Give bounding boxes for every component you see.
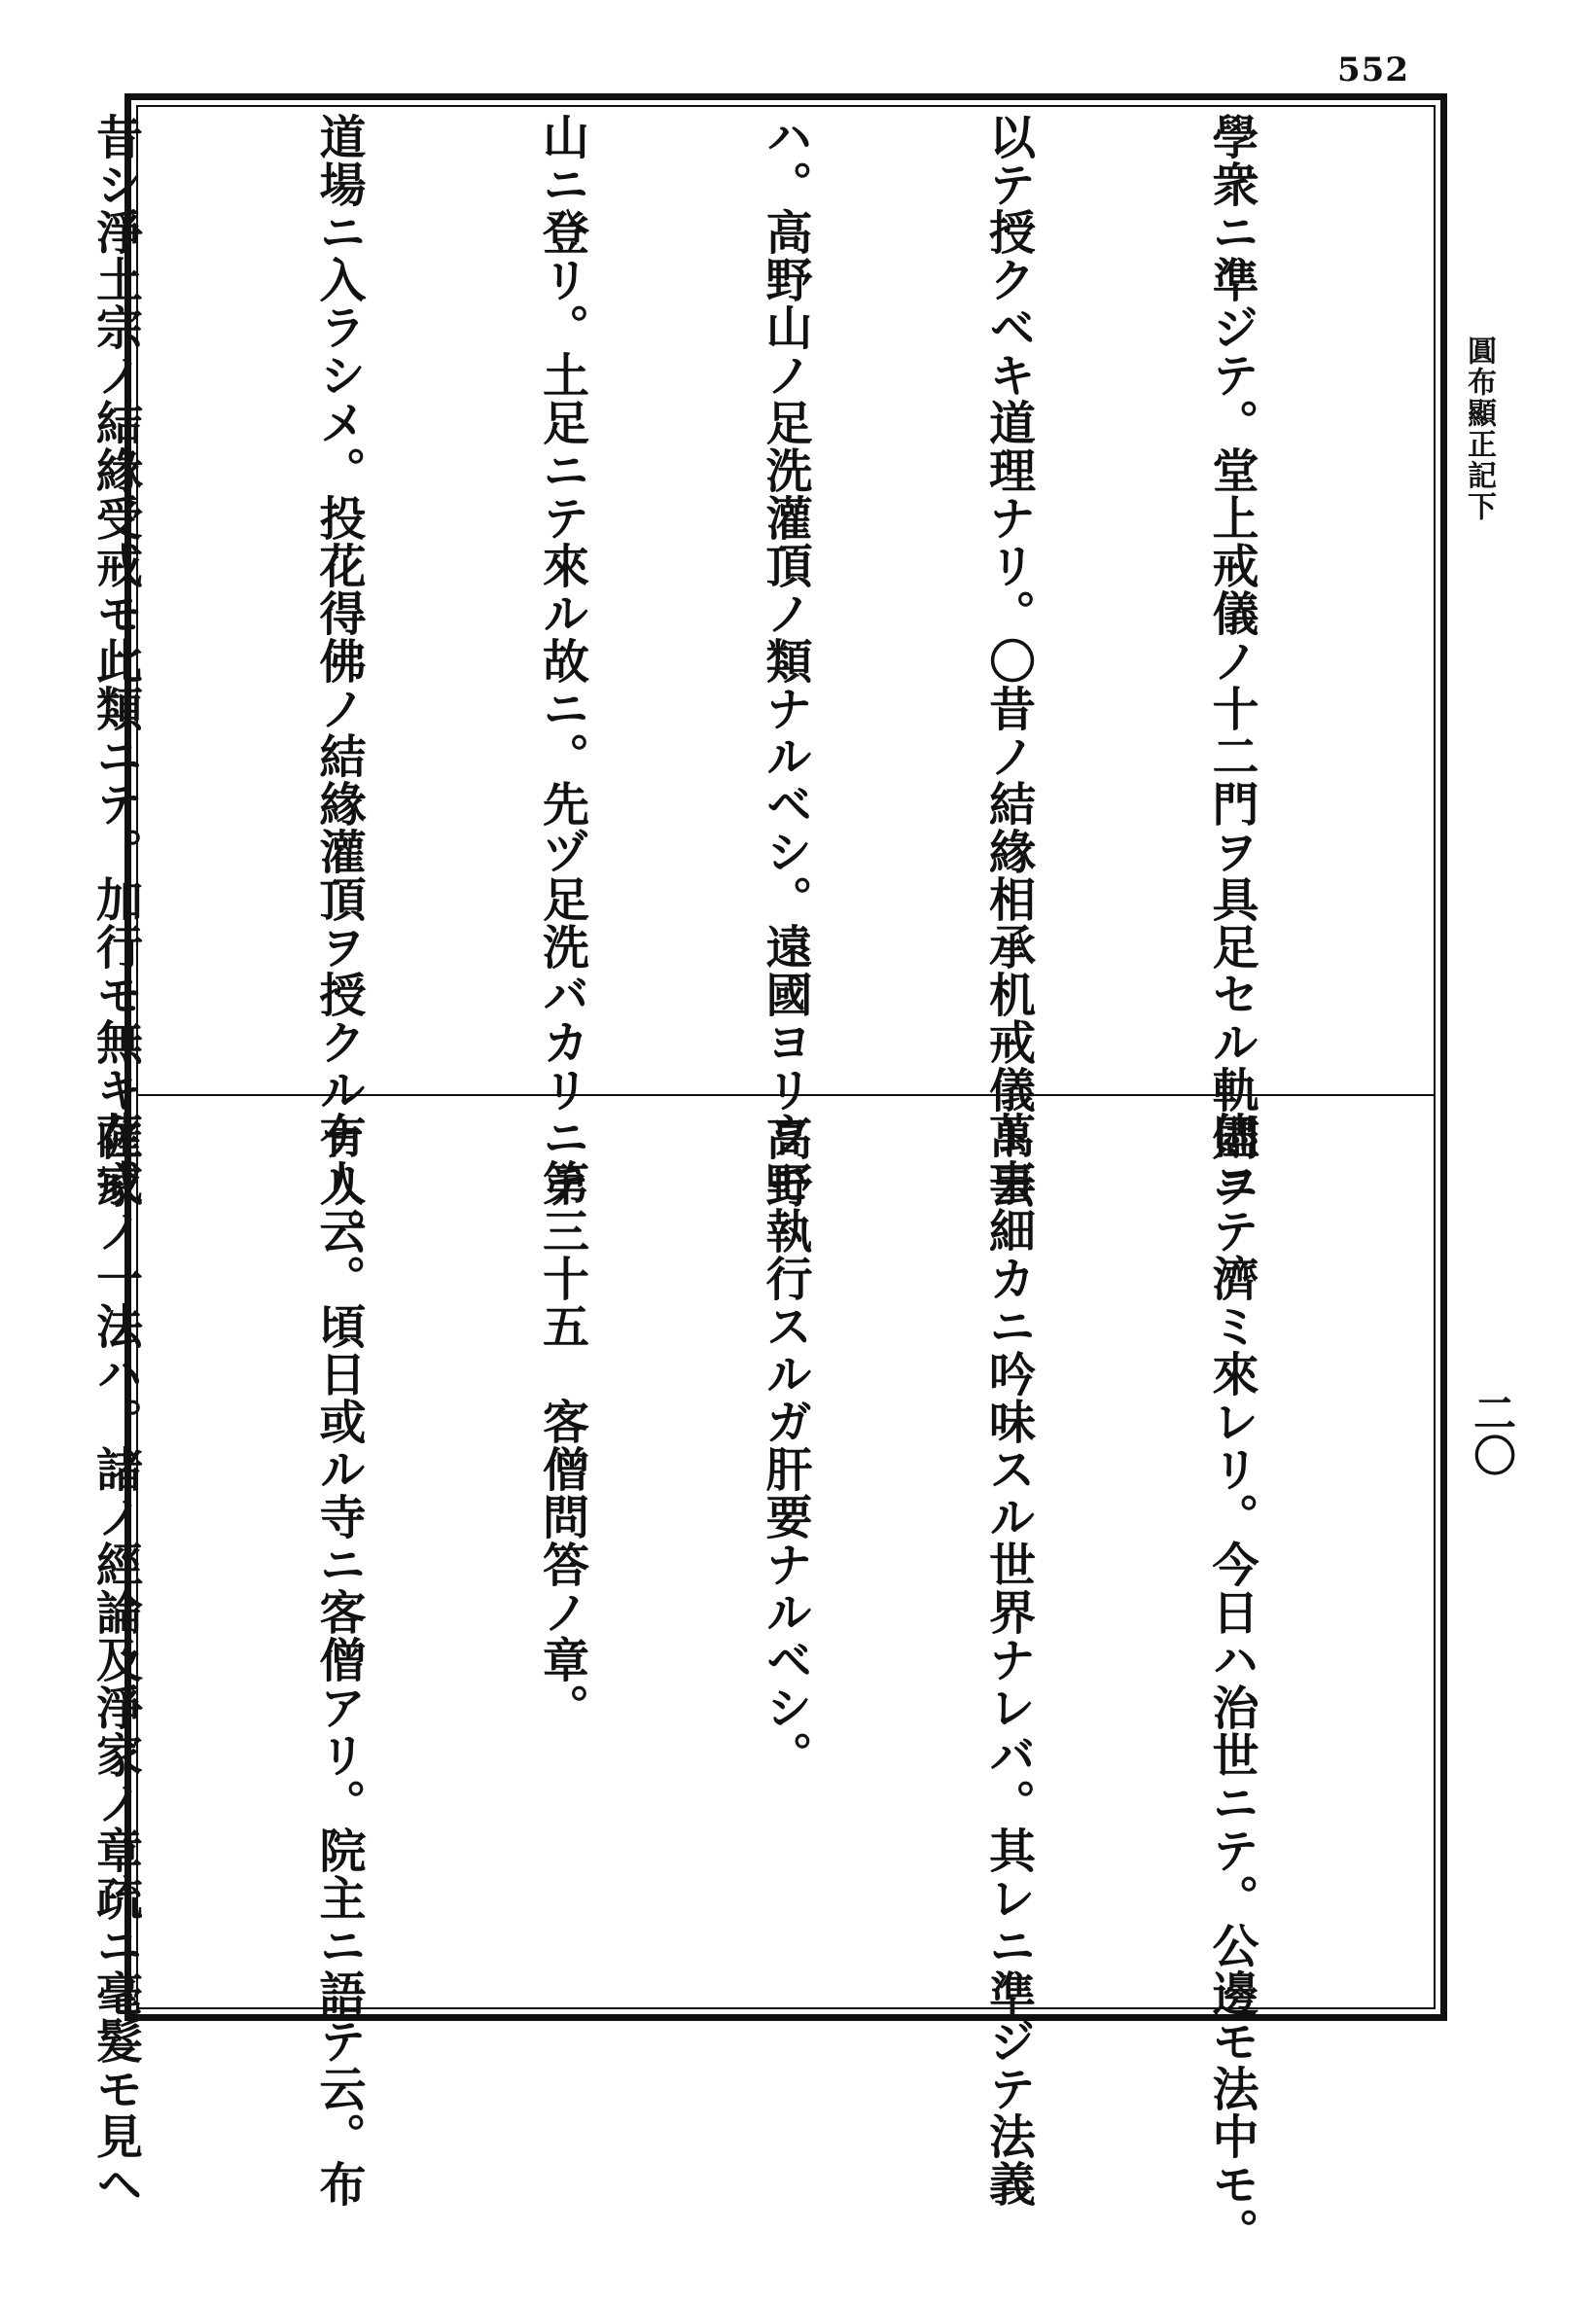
bottom-text-block — [0, 1112, 1417, 2255]
page-number: 552 — [1337, 51, 1409, 89]
text-line: 以テ授クベキ道理ナリ。〇昔ノ結緣相承机戒儀ト云 — [980, 113, 1036, 1209]
text-line: 學衆ニ準ジテ。堂上戒儀ノ十二門ヲ具足セル軌則ヲ — [1204, 113, 1259, 1209]
running-title: 圓布顯正記下 — [1462, 336, 1496, 522]
leaf-number: 二〇 — [1466, 1391, 1515, 1476]
text-line: 萬事細カニ吟味スル世界ナレバ。其レニ準ジテ法義 — [980, 1112, 1036, 2208]
text-line: 薩戒ノ一法ハ。諸ノ經論及淨家ノ章疏ニ毫髮モ見ヘ — [88, 1112, 143, 2208]
text-line: ハ。高野山ノ足洗灌頂ノ類ナルベシ。遠國ヨリ高野 — [758, 113, 812, 1209]
top-text-block — [0, 113, 1417, 1257]
text-line: 道場ニ入ラシメ。投花得佛ノ結緣灌頂ヲ授クルナリ。 — [311, 113, 366, 1257]
chapter-heading: 第三十五 客僧問答ノ章。 — [534, 1112, 589, 1731]
text-line: 山ニ登リ。土足ニテ來ル故ニ。先ヅ足洗バカリニテ — [534, 113, 589, 1209]
text-line: 有人云。頃日或ル寺ニ客僧アリ。院主ニ語テ云。布 — [311, 1112, 366, 2208]
text-line: ヲモ執行スルガ肝要ナルベシ。 — [758, 1112, 812, 1779]
text-line: 昔シ淨土宗ノ結緣受戒モ此類ニテ。加行モ無キ在家 — [88, 113, 143, 1209]
text-line: 儘ニテ濟ミ來レリ。今日ハ治世ニテ。公邊モ法中モ。 — [1204, 1112, 1259, 2255]
